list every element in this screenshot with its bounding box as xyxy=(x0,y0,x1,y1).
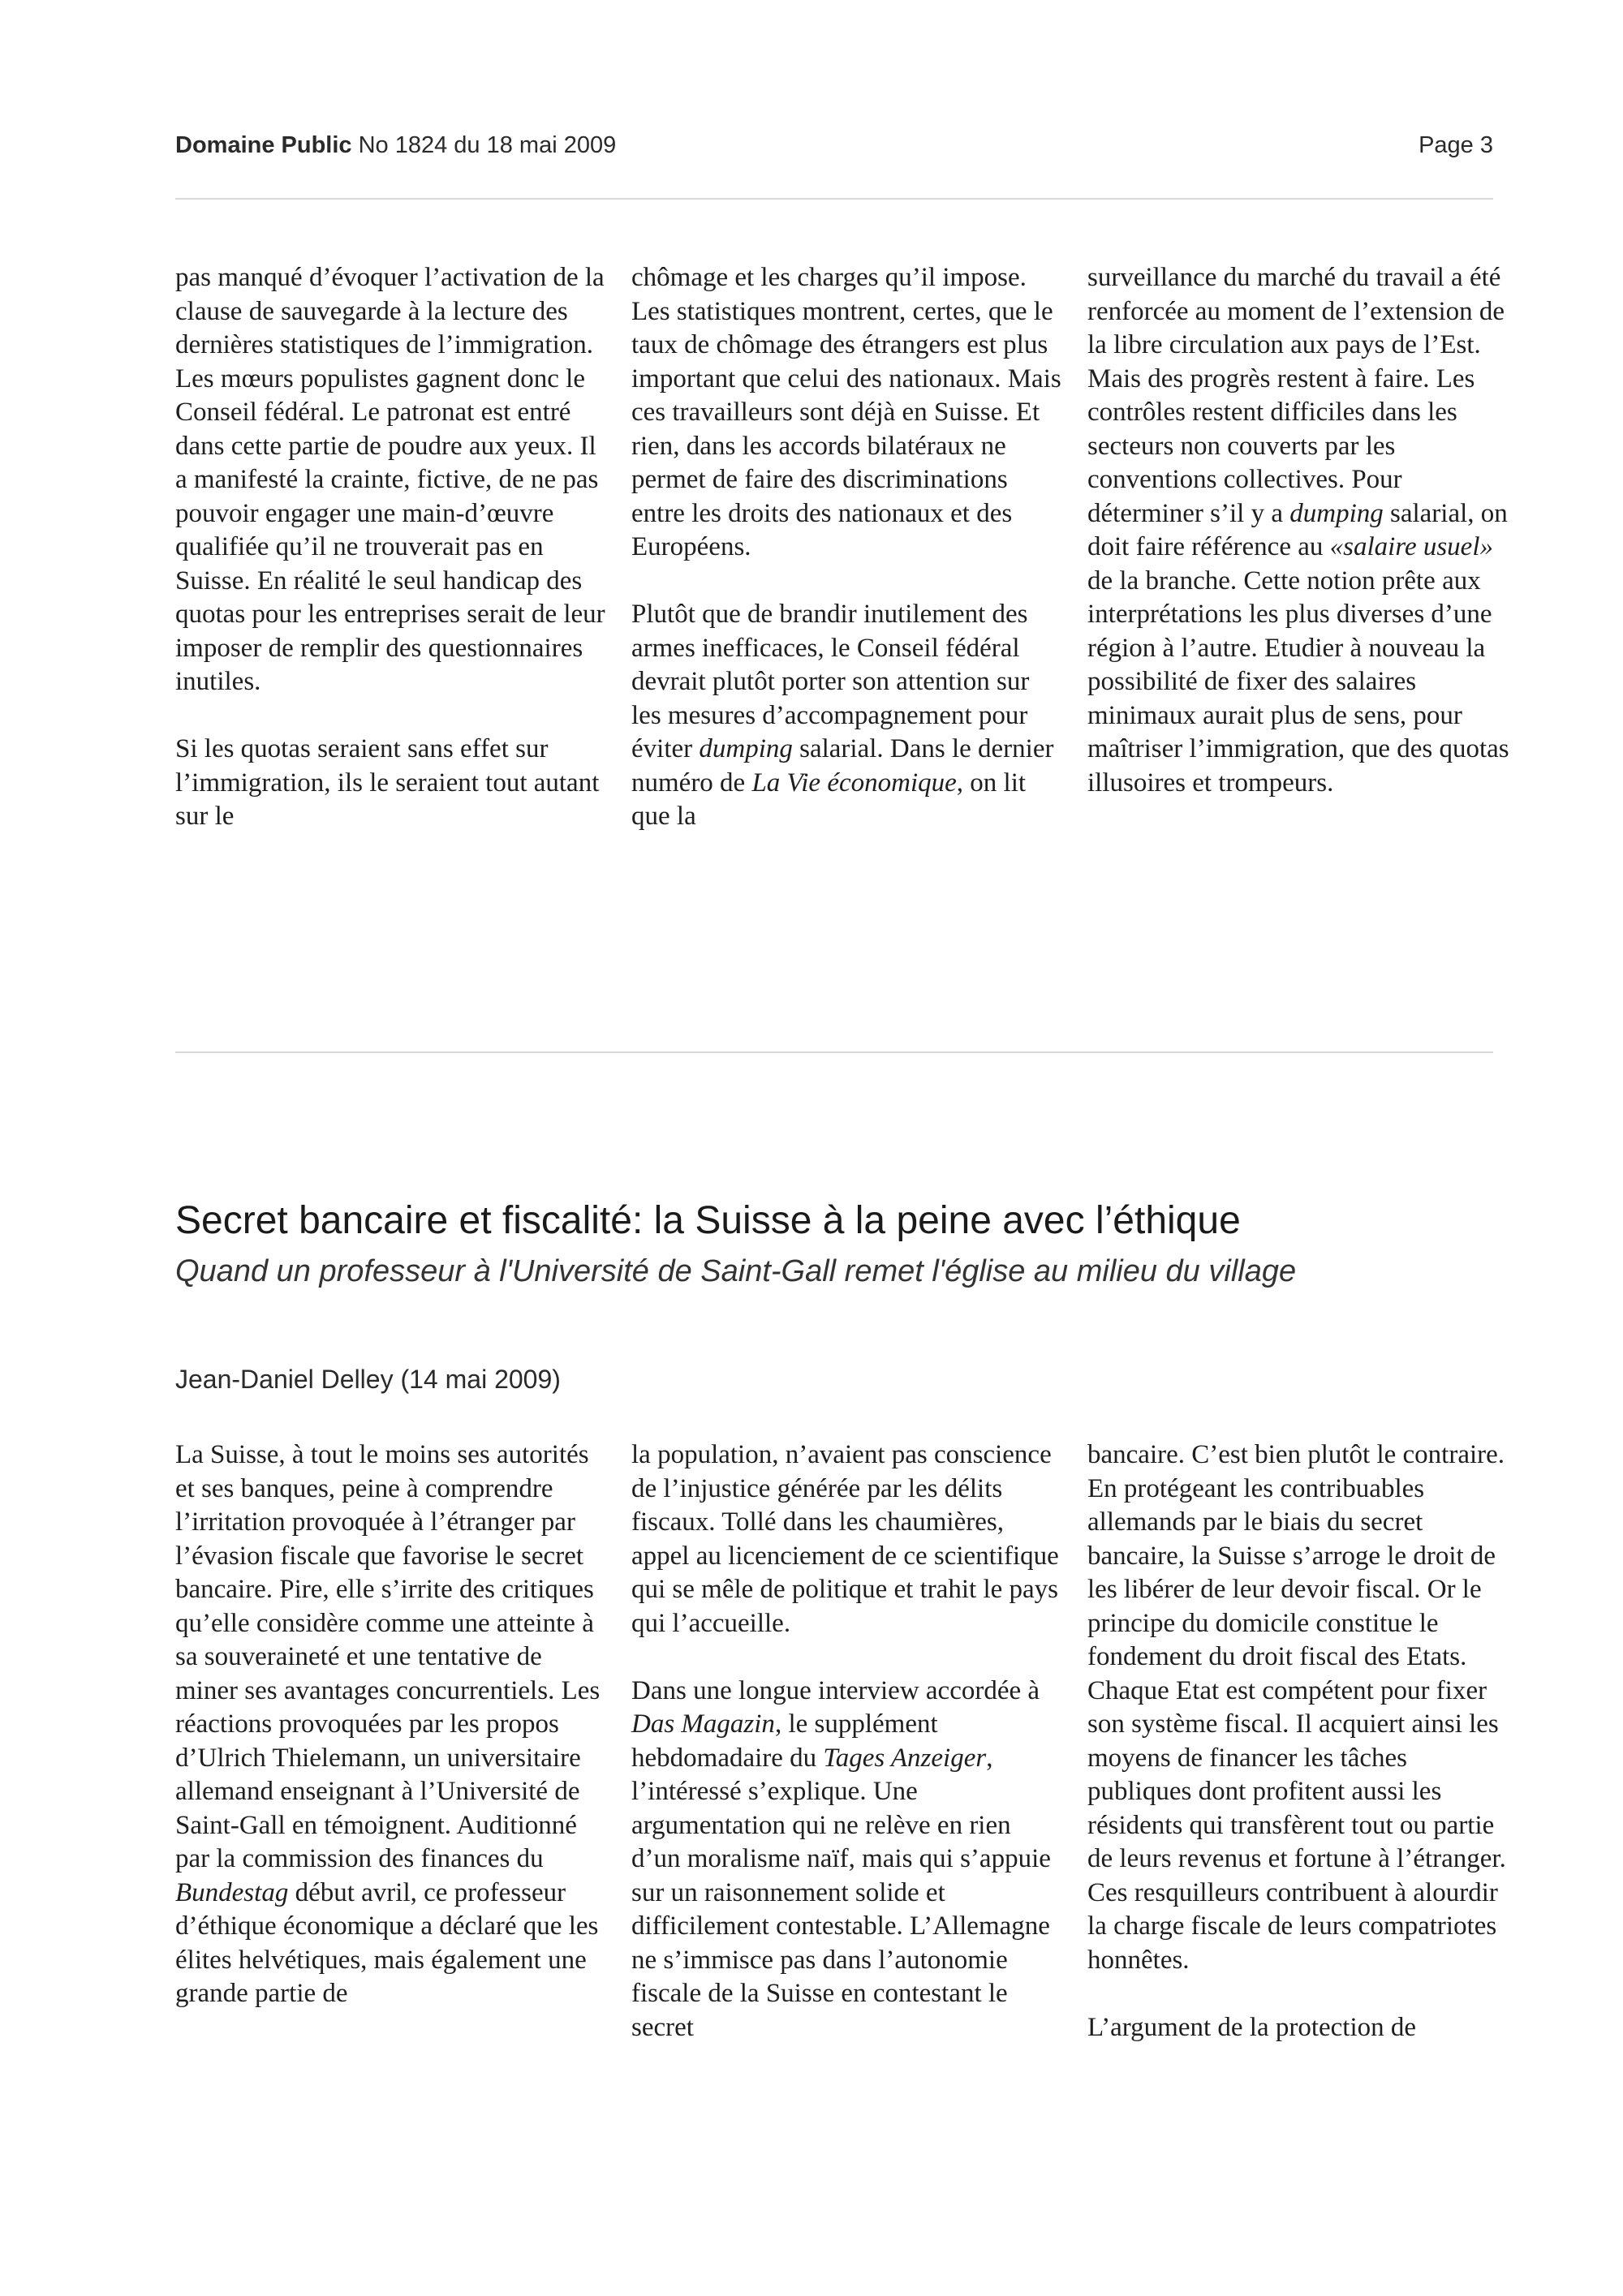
italic-term: dumping xyxy=(1289,498,1384,528)
paragraph: Dans une longue interview accordée à Das Magazin, le supplément hebdomadaire du Tages Anzeiger, l’intéressé s’explique. Une argumentation qui ne relève en rien d’un moralisme naïf, mais qui s’appuie sur un raisonnement solide et difficilement contestable. L’Allemagne ne s’immisce pas dans l’autonomie fiscale de la Suisse en contestant le secret xyxy=(631,1675,1051,2042)
header-divider xyxy=(175,198,1493,200)
prev-column-1 xyxy=(175,261,605,834)
publication-info xyxy=(175,132,616,159)
publication-reference: Das Magazin xyxy=(631,1709,775,1739)
italic-term: Bundestag xyxy=(175,1877,289,1907)
article-column-1 xyxy=(175,1438,605,2011)
paragraph: La Suisse, à tout le moins ses autorités et ses banques, peine à comprendre l’irritation provoquée à l’étranger par l’évasion fiscale que favorise le secret bancaire. Pire, elle s’irrite des critiques qu’elle considère comme une atteinte à sa souveraineté et une tentative de miner ses avantages concurrentiels. Les réactions provoquées par les propos d’Ulrich Thielemann, un universitaire allemand enseignant à l’Université de Saint-Gall en témoignent. Auditionné par la commission des finances du Bundestag début avril, ce professeur d’éthique économique a déclaré que les élites helvétiques, mais également une grande partie de xyxy=(175,1440,601,2008)
prev-column-2 xyxy=(631,261,1061,834)
italic-term: dumping xyxy=(699,734,793,763)
paragraph: bancaire. C’est bien plutôt le contraire. En protégeant les contribuables allemands par le biais du secret bancaire, la Suisse s’arroge le droit de les libérer de leur devoir fiscal. Or le principe du domicile constitue le fondement du droit fiscal des Etats. Chaque Etat est compétent pour fixer son système fiscal. Il acquiert ainsi les moyens de financer les tâches publiques dont profitent aussi les résidents qui transfèrent tout ou partie de leurs revenus et fortune à l’étranger. Ces resquilleurs contribuent à alourdir la charge fiscale de leurs compatriotes honnêtes. xyxy=(1087,1440,1506,1975)
article-divider xyxy=(175,1051,1493,1053)
page-header xyxy=(175,132,1493,168)
article-subtitle: Quand un professeur à l'Université de Saint-Gall remet l'église au milieu du village xyxy=(175,1254,1297,1288)
article-column-2 xyxy=(631,1438,1061,2044)
publication-name: Domaine Public xyxy=(175,132,352,158)
article-column-3 xyxy=(1087,1438,1518,2044)
publication-reference: Tages Anzeiger xyxy=(823,1743,987,1773)
page-number: Page 3 xyxy=(1419,132,1493,158)
article-byline: Jean-Daniel Delley (14 mai 2009) xyxy=(175,1365,561,1394)
paragraph: surveillance du marché du travail a été renforcée au moment de l’extension de la libre circulation aux pays de l’Est. Mais des progrès restent à faire. Les contrôles restent difficiles dans les secteurs non couverts par les conventions collectives. Pour déterminer s’il y a dumping salarial, on doit faire référence au «salaire usuel» de la branche. Cette notion prête aux interprétations les plus diverses d’une région à l’autre. Etudier à nouveau la possibilité de fixer des salaires minimaux aurait plus de sens, pour maîtriser l’immigration, que des quotas illusoires et trompeurs. xyxy=(1087,263,1509,798)
paragraph: Plutôt que de brandir inutilement des armes inefficaces, le Conseil fédéral devrait plutôt porter son attention sur les mesures d’accompagnement pour éviter dumping salarial. Dans le dernier numéro de La Vie économique, on lit que la xyxy=(631,600,1054,831)
publication-reference: La Vie économique xyxy=(751,767,957,798)
paragraph: L’argument de la protection de xyxy=(1087,2012,1417,2042)
issue-info: No 1824 du 18 mai 2009 xyxy=(358,132,617,158)
paragraph: chômage et les charges qu’il impose. Les statistiques montrent, certes, que le taux de chômage des étrangers est plus important que celui des nationaux. Mais ces travailleurs sont déjà en Suisse. Et rien, dans les accords bilatéraux ne permet de faire des discriminations entre les droits des nationaux et des Européens. xyxy=(631,263,1061,561)
article-title: Secret bancaire et fiscalité: la Suisse à la peine avec l’éthique xyxy=(175,1199,1241,1242)
paragraph: la population, n’avaient pas conscience de l’injustice générée par les délits fiscaux. Tollé dans les chaumières, appel au licenciement de ce scientifique qui se mêle de politique et trahit le pays qui l’accueille. xyxy=(631,1440,1059,1638)
italic-term: «salaire usuel» xyxy=(1329,532,1493,561)
paragraph: pas manqué d’évoquer l’activation de la clause de sauvegarde à la lecture des dernières statistiques de l’immigration. Les mœurs populistes gagnent donc le Conseil fédéral. Le patronat est entré dans cette partie de poudre aux yeux. Il a manifesté la crainte, fictive, de ne pas pouvoir engager une main-d’œuvre qualifiée qu’il ne trouverait pas en Suisse. En réalité le seul handicap des quotas pour les entreprises serait de leur imposer de remplir des questionnaires inutiles. xyxy=(175,263,605,696)
prev-column-3 xyxy=(1087,261,1518,800)
paragraph: Si les quotas seraient sans effet sur l’immigration, ils le seraient tout autant sur le xyxy=(175,734,600,831)
